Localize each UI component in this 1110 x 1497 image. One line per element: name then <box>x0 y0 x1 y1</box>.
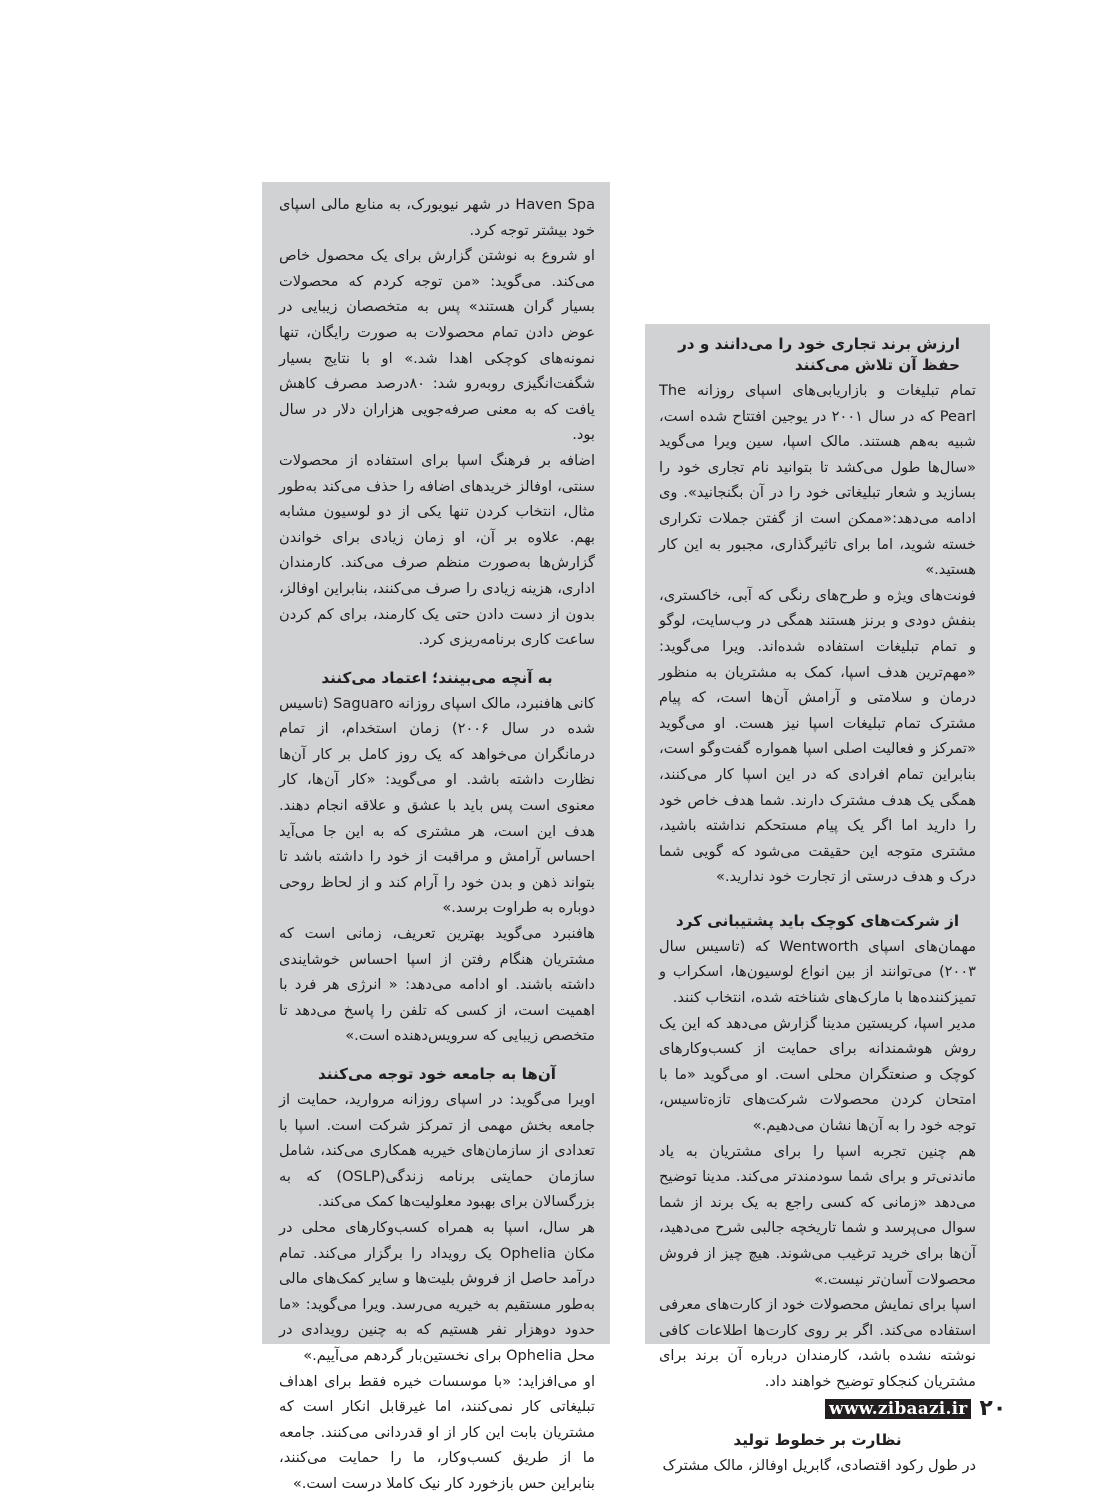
section-heading: به آنچه می‌بینند؛ اعتماد می‌کنند <box>321 668 553 687</box>
section-heading: از شرکت‌های کوچک باید پشتیبانی کرد <box>675 911 960 930</box>
paragraph: اضافه بر فرهنگ اسپا برای استفاده از محصولات سنتی، اوفالز خریدهای اضافه را حذف می‌کند به‌طور مثال، انتخاب کردن تنها یکی از دو لوسیون مشابه بهم. علاوه بر آن، او زمان زیادی برای خواندن گزارش‌ها به‌صورت منظم صرف می‌کند. کارمندان اداری، هزینه زیادی را صرف می‌کنند، بنابراین اوفالز، بدون از دست دادن حتی یک کارمند، برای کم کردن ساعت کاری برنامه‌ریزی کرد. <box>279 451 595 649</box>
page-number: ۲۰ <box>979 1396 1007 1421</box>
paragraph: هافنبرد می‌گوید بهترین تعریف، زمانی است که مشتریان هنگام رفتن از اسپا احساس خوشایندی داشته باشند. او ادامه می‌دهد: « انرژی هر فرد با اهمیت است، از کسی که تلفن را پاسخ می‌دهد تا متخصص زیبایی که سرویس‌دهنده است.» <box>279 925 595 1045</box>
paragraph: فونت‌های ویژه و طرح‌های رنگی که آبی، خاکستری، بنفش دودی و برنز هستند همگی در وب‌سایت، لوگو و تمام تبلیغات استفاده شده‌اند. ویرا می‌گوید: «مهم‌ترین هدف اسپا، کمک به مشتریان به منظور درمان و سلامتی و آرامش آن‌ها است، که پیام مشترک تمام تبلیغات اسپا نیز هست. او می‌گوید «تمرکز و فعالیت اصلی اسپا همواره گفت‌وگو است، بنابراین تمام افرادی که در این اسپا کار می‌کنند، همگی یک هدف مشترک دارند. شما هدف خاص خود را دارید اما اگر یک پیام مستحکم نداشته باشید، مشتری متوجه این حقیقت می‌شود که گویی شما درک و هدف درستی از تجارت خود ندارید.» <box>659 586 976 886</box>
paragraph: مهمان‌های اسپای Wentworth که (تاسیس سال ۲۰۰۳) می‌توانند از بین انواع لوسیون‌ها، اسکراب و تمیزکننده‌ها با مارک‌های شناخته شده، انتخاب کنند. <box>659 937 977 1007</box>
paragraph: تمام تبلیغات و بازاریابی‌های اسپای روزانه The Pearl که در سال ۲۰۰۱ در یوجین افتتاح شده است، شبیه به‌هم هستند. مالک اسپا، سین ویرا می‌گوید «سال‌ها طول می‌کشد تا بتوانید نام تجاری خود را بسازید و شعار تبلیغاتی خود را در آن بگنجانید». وی ادامه می‌دهد:«ممکن است از گفتن جملات تکراری خسته شوید، اما برای تاثیرگذاری، مجبور به این کار هستید.» <box>659 382 976 579</box>
paragraph: او می‌افزاید: «با موسسات خیره فقط برای اهداف تبلیغاتی کار نمی‌کنند، اما غیرقابل انکار است که مشتریان بابت این کار از او قدردانی می‌کنند. جامعه ما از طریق کسب‌وکار، ما را حمایت می‌کنند، بنابراین حس بازخورد کار نیک کاملا درست است.» <box>279 1372 595 1492</box>
paragraph: کانی هافنبرد، مالک اسپای روزانه Saguaro (تاسیس شده در سال ۲۰۰۶) زمان استخدام، از تمام درمانگران می‌خواهد که یک روز کامل بر کار آن‌ها نظارت داشته باشد. او می‌گوید: «کار آن‌ها، کار معنوی است پس باید با عشق و علاقه انجام دهند. هدف این است، هر مشتری که به این جا می‌آید احساس آرامش و مراقبت از خود را داشته باشد تا بتواند ذهن و بدن خود را آرام کند و از لحاظ روحی دوباره به طراوت برسد.» <box>279 694 596 917</box>
section-heading: ارزش برند تجاری خود را می‌دانند و در حفظ آن تلاش می‌کنند <box>678 335 960 374</box>
section-heading: نظارت بر خطوط تولید <box>733 1430 902 1449</box>
paragraph: در طول رکود اقتصادی، گابریل اوفالز، مالک مشترک <box>662 1456 976 1474</box>
paragraph: اسپا برای نمایش محصولات خود از کارت‌های معرفی استفاده می‌کند. اگر بر روی کارت‌ها اطلاعات کافی نوشته نشده باشد، کارمندان درباره آن برند برای مشتریان کنجکاو توضیح خواهند داد. <box>659 1296 976 1390</box>
paragraph: هم چنین تجربه اسپا را برای مشتریان به یاد ماندنی‌تر و برای شما سودمندتر می‌کند. مدینا توضیح می‌دهد «زمانی که کسی راجع به یک برند از شما سوال می‌پرسد و شما تاریخچه جالبی شرح می‌دهید، آن‌ها برای خرید ترغیب می‌شوند. هیچ چیز از فروش محصولات آسان‌تر نیست.» <box>659 1142 976 1288</box>
paragraph: اویرا می‌گوید: در اسپای روزانه مروارید، حمایت از جامعه بخش مهمی از تمرکز شرکت است. اسپا با تعدادی از سازمان‌های خیریه همکاری می‌کند، شامل سازمان حمایتی برنامه زندگی(OSLP) که به بزرگسالان برای بهبود معلولیت‌ها کمک می‌کند. <box>279 1091 595 1211</box>
paragraph: Haven Spa در شهر نیویورک، به منابع مالی اسپای خود بیشتر توجه کرد. <box>279 196 596 239</box>
paragraph: او شروع به نوشتن گزارش برای یک محصول خاص می‌کند. می‌گوید: «من توجه کردم که محصولات بسیار گران هستند» پس به متخصصان زیبایی در عوض دادن تمام محصولات به صورت رایگان، تنها نمونه‌های کوچکی اهدا شد.» او با نتایج بسیار شگفت‌انگیزی روبه‌رو شد: ۸۰درصد مصرف کاهش یافت که به معنی صرفه‌جویی هزاران دلار در سال بود. <box>279 247 595 444</box>
section-heading: آن‌ها به جامعه خود توجه می‌کنند <box>317 1065 556 1083</box>
paragraph: هر سال، اسپا به همراه کسب‌وکارهای محلی در مکان Ophelia یک رویداد را برگزار می‌کند. تمام درآمد حاصل از فروش بلیت‌ها و سایر کمک‌های مالی به‌طور مستقیم به خیریه می‌رسد. ویرا می‌گوید: «ما حدود دوهزار نفر هستیم که به چنین رویدادی در محل Ophelia برای نخستین‌بار گردهم می‌آییم.» <box>279 1218 595 1364</box>
article-column-left <box>262 182 610 1492</box>
website-link[interactable]: www.zibaazi.ir <box>825 1399 971 1419</box>
page-footer <box>825 1396 1006 1421</box>
paragraph: مدیر اسپا، کریستین مدینا گزارش می‌دهد که این یک روش هوشمندانه برای حمایت از کسب‌وکارهای کوچک و صنعتگران محلی است. او می‌گوید «ما با امتحان کردن محصولات شرکت‌های تازه‌تاسیس، توجه خود را به آن‌ها نشان می‌دهیم.» <box>659 1014 976 1135</box>
